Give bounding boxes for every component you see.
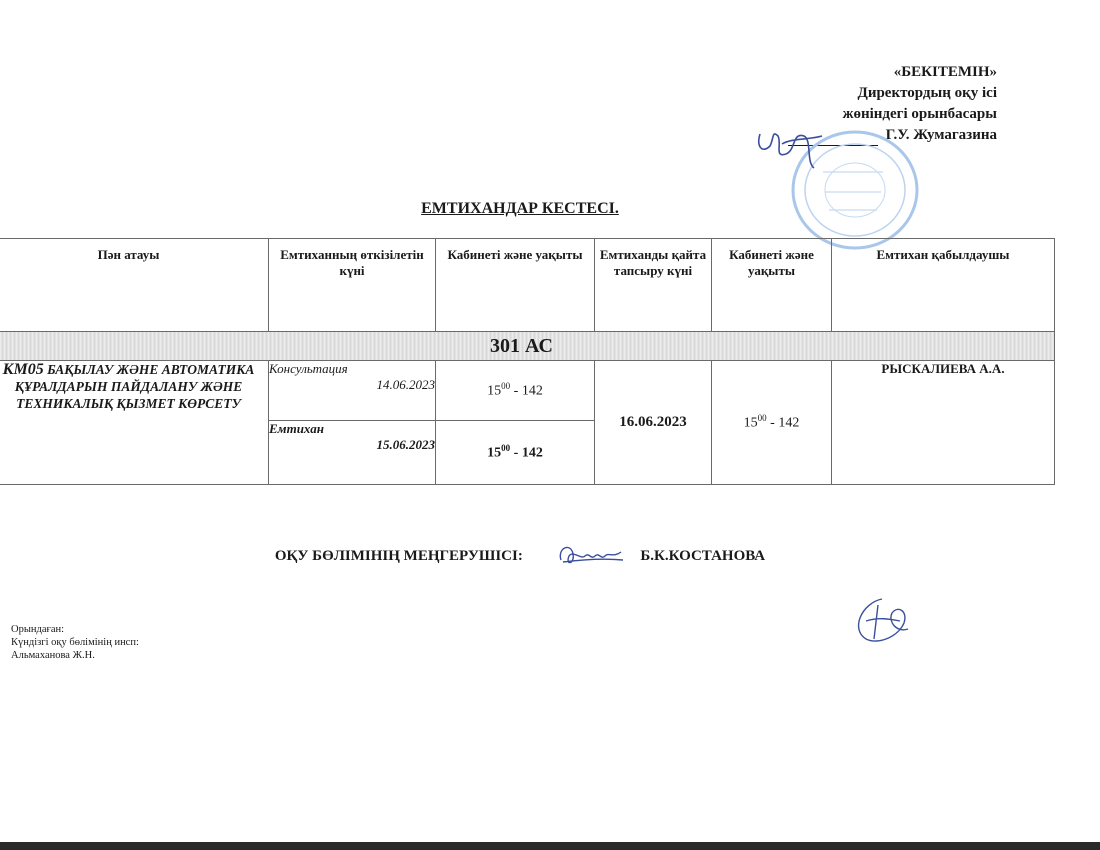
consultation-time xyxy=(436,361,595,421)
department-head-line xyxy=(0,548,1040,565)
retake-date-cell: 16.06.2023 xyxy=(595,361,712,485)
exam-schedule-table xyxy=(0,238,1055,485)
header-room-time: Кабинеті және уақыты xyxy=(436,239,595,332)
inspector-signature xyxy=(848,595,914,647)
exam-time xyxy=(436,421,595,485)
retake-room: - 142 xyxy=(770,415,800,431)
department-head-signature xyxy=(555,538,627,572)
consultation-label: Консультация xyxy=(269,361,348,376)
group-row xyxy=(0,332,1055,361)
approver-signature xyxy=(752,118,832,178)
approval-line-1: Директордың оқу ісі xyxy=(857,85,997,101)
header-retake-room-time: Кабинеті және уақыты xyxy=(712,239,832,332)
prepared-label: Орындаған: xyxy=(11,624,65,635)
consultation-hour: 15 xyxy=(487,383,502,399)
examiner-cell: РЫСКАЛИЕВА А.А. xyxy=(832,361,1055,485)
scan-edge xyxy=(0,842,1100,850)
exam-hour: 15 xyxy=(487,445,502,461)
exam-label: Емтихан xyxy=(269,421,324,436)
group-label: 301 АС xyxy=(0,332,1055,361)
consultation-cell xyxy=(269,361,436,421)
exam-date: 15.06.2023 xyxy=(376,437,435,452)
header-exam-date: Емтиханның өткізілетін күні xyxy=(269,239,436,332)
approval-line-2: жөніндегі орынбасары xyxy=(842,106,997,122)
retake-minutes: 00 xyxy=(757,413,767,424)
subject-cell xyxy=(0,361,269,485)
consultation-date: 14.06.2023 xyxy=(376,377,435,392)
header-subject: Пән атауы xyxy=(0,239,269,332)
consultation-room: - 142 xyxy=(513,383,543,399)
exam-minutes: 00 xyxy=(501,443,511,454)
exam-cell xyxy=(269,421,436,485)
department-head-name: Б.К.КОСТАНОВА xyxy=(640,548,766,564)
consultation-minutes: 00 xyxy=(501,381,511,392)
prepared-name: Альмаханова Ж.Н. xyxy=(11,650,95,661)
retake-hour: 15 xyxy=(743,415,758,431)
table-row xyxy=(0,361,1055,421)
department-head-title: ОҚУ БӨЛІМІНІҢ МЕҢГЕРУШІСІ: xyxy=(274,548,523,564)
prepared-position: Күндізгі оқу бөлімінің инсп: xyxy=(11,637,139,648)
header-retake-date: Емтиханды қайта тапсыру күні xyxy=(595,239,712,332)
header-row xyxy=(0,239,1055,332)
subject-code: КМ05 xyxy=(2,361,44,378)
document-title: ЕМТИХАНДАР КЕСТЕСІ. xyxy=(421,200,619,217)
retake-time-cell xyxy=(712,361,832,485)
approver-name: Г.У. Жумагазина xyxy=(885,127,997,143)
approval-title: «БЕКІТЕМІН» xyxy=(893,64,997,80)
subject-name: БАҚЫЛАУ ЖӘНЕ АВТОМАТИКА ҚҰРАЛДАРЫН ПАЙДАЛАНУ ЖӘНЕ ТЕХНИКАЛЫҚ ҚЫЗМЕТ КӨРСЕТУ xyxy=(14,362,255,411)
exam-room: - 142 xyxy=(513,445,543,461)
prepared-by-block xyxy=(11,623,139,662)
header-examiner: Емтихан қабылдаушы xyxy=(832,239,1055,332)
